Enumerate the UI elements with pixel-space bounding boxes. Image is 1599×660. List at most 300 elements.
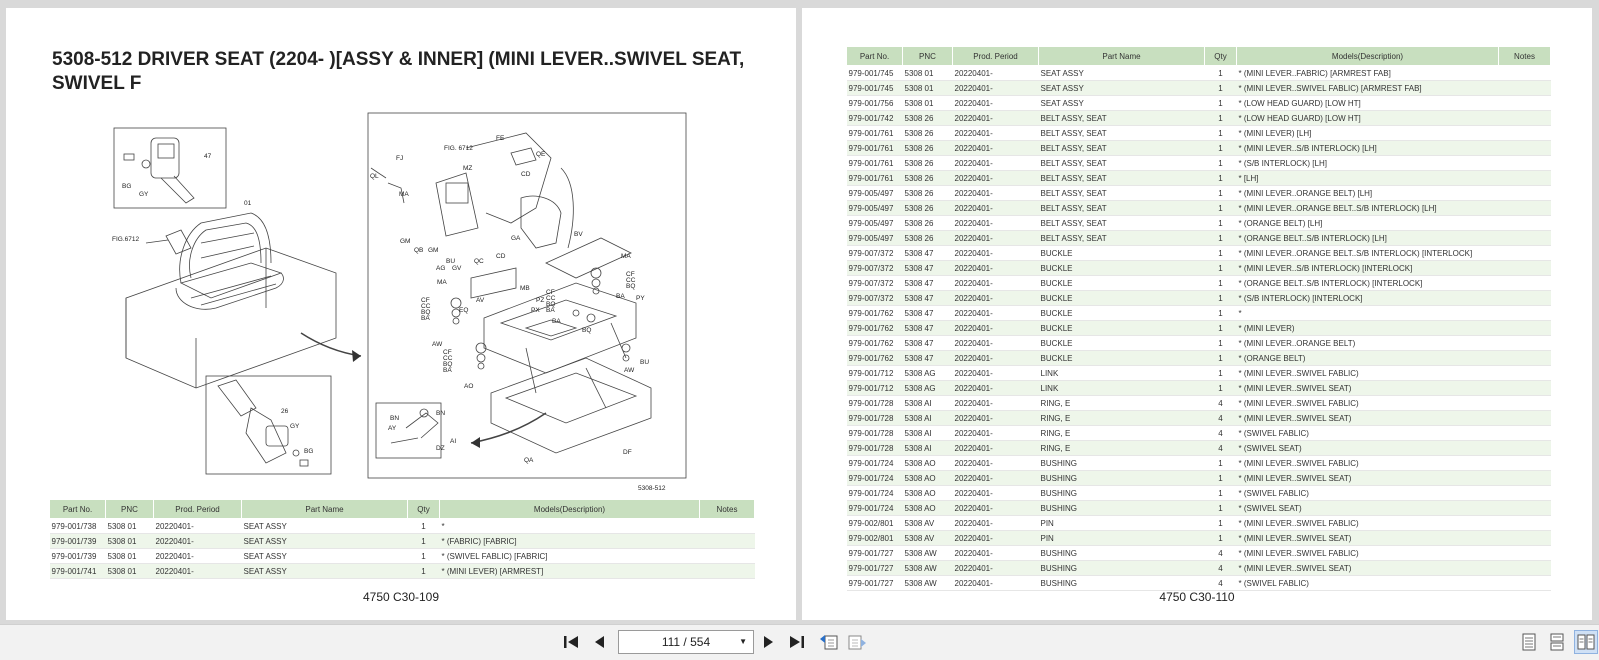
cell-prod-period: 20220401- — [953, 531, 1039, 546]
table-row — [847, 66, 1551, 81]
label-bu2: BU — [640, 359, 650, 366]
label-gv: GV — [452, 265, 462, 272]
cell-prod-period: 20220401- — [953, 576, 1039, 591]
label-47: 47 — [204, 153, 212, 160]
facing-pages-icon — [1577, 634, 1595, 650]
cell-qty: 1 — [1205, 321, 1237, 336]
cell-qty: 1 — [1205, 156, 1237, 171]
cell-qty: 1 — [1205, 501, 1237, 516]
label-ma: MA — [399, 191, 409, 198]
cell-part-no: 979-001/762 — [847, 321, 903, 336]
cell-part-name: BUCKLE — [1039, 276, 1205, 291]
cell-part-no: 979-001/761 — [847, 126, 903, 141]
cell-notes — [1499, 291, 1551, 306]
cell-pnc: 5308 AW — [903, 546, 953, 561]
cell-qty: 1 — [1205, 186, 1237, 201]
cell-part-no: 979-002/801 — [847, 531, 903, 546]
cell-models: * (ORANGE BELT) — [1237, 351, 1499, 366]
cell-notes — [1499, 186, 1551, 201]
last-page-button[interactable] — [788, 632, 806, 652]
cell-part-no: 979-001/724 — [847, 471, 903, 486]
cell-pnc: 5308 AG — [903, 381, 953, 396]
label-ba5: BA — [546, 307, 555, 314]
cell-notes — [1499, 201, 1551, 216]
table-row — [847, 321, 1551, 336]
cell-models: * [LH] — [1237, 171, 1499, 186]
label-ma2: MA — [621, 253, 631, 260]
label-fe: FE — [496, 135, 505, 142]
cell-prod-period: 20220401- — [154, 519, 242, 534]
cell-part-no: 979-001/762 — [847, 306, 903, 321]
table-row — [847, 546, 1551, 561]
cell-qty: 1 — [1205, 126, 1237, 141]
cell-qty: 1 — [1205, 201, 1237, 216]
cell-notes — [1499, 156, 1551, 171]
cell-qty: 1 — [1205, 231, 1237, 246]
cell-pnc: 5308 AO — [903, 456, 953, 471]
label-ai: AI — [450, 438, 457, 445]
cell-pnc: 5308 47 — [903, 306, 953, 321]
cell-pnc: 5308 47 — [903, 336, 953, 351]
go-back-button[interactable] — [818, 632, 840, 652]
cell-pnc: 5308 AO — [903, 471, 953, 486]
cell-pnc: 5308 01 — [903, 96, 953, 111]
table-row — [847, 471, 1551, 486]
cell-models: * (MINI LEVER) [ARMREST] — [440, 564, 700, 579]
cell-part-no: 979-001/727 — [847, 561, 903, 576]
cell-qty: 1 — [1205, 306, 1237, 321]
cell-prod-period: 20220401- — [953, 561, 1039, 576]
cell-notes — [1499, 261, 1551, 276]
cell-notes — [1499, 306, 1551, 321]
cell-qty: 1 — [408, 534, 440, 549]
label-cc3: CC — [443, 355, 453, 362]
cell-prod-period: 20220401- — [154, 564, 242, 579]
cell-notes — [1499, 366, 1551, 381]
label-cf: CF — [626, 271, 635, 278]
cell-models: * (S/B INTERLOCK) [LH] — [1237, 156, 1499, 171]
cell-notes — [1499, 456, 1551, 471]
cell-qty: 4 — [1205, 426, 1237, 441]
table-row — [847, 156, 1551, 171]
cell-part-no: 979-001/712 — [847, 381, 903, 396]
cell-models: * — [1237, 306, 1499, 321]
cell-notes — [1499, 486, 1551, 501]
cell-notes — [1499, 126, 1551, 141]
cell-part-no: 979-005/497 — [847, 216, 903, 231]
label-fj: FJ — [396, 155, 404, 162]
cell-models: * (SWIVEL SEAT) — [1237, 501, 1499, 516]
label-cf2: CF — [421, 297, 430, 304]
cell-pnc: 5308 AV — [903, 516, 953, 531]
label-gm2: GM — [428, 247, 439, 254]
cell-qty: 4 — [1205, 561, 1237, 576]
table-row — [847, 126, 1551, 141]
cell-pnc: 5308 47 — [903, 261, 953, 276]
single-page-icon — [1522, 633, 1536, 651]
go-forward-icon — [847, 633, 867, 651]
cell-models: * (MINI LEVER..SWIVEL SEAT) — [1237, 411, 1499, 426]
cell-notes — [1499, 426, 1551, 441]
cell-part-no: 979-001/761 — [847, 171, 903, 186]
label-ay: AY — [388, 425, 397, 432]
label-av: AV — [476, 297, 485, 304]
right-page — [802, 8, 1592, 620]
first-page-button[interactable] — [562, 632, 580, 652]
col-notes: Notes — [700, 500, 755, 519]
cell-pnc: 5308 AG — [903, 366, 953, 381]
cell-models: * (MINI LEVER..SWIVEL FABLIC) — [1237, 366, 1499, 381]
cell-qty: 1 — [1205, 381, 1237, 396]
cell-pnc: 5308 26 — [903, 201, 953, 216]
cell-prod-period: 20220401- — [154, 549, 242, 564]
cell-models: * (MINI LEVER..SWIVEL SEAT) — [1237, 381, 1499, 396]
table-row — [847, 486, 1551, 501]
label-ql: QL — [370, 173, 379, 180]
cell-part-name: BUSHING — [1039, 561, 1205, 576]
label-cc4: CC — [546, 295, 556, 302]
cell-pnc: 5308 01 — [106, 564, 154, 579]
cell-part-no: 979-001/738 — [50, 519, 106, 534]
cell-models: * (SWIVEL SEAT) — [1237, 441, 1499, 456]
cell-models: * (MINI LEVER..FABRIC) [ARMREST FAB] — [1237, 66, 1499, 81]
label-cf4: CF — [546, 289, 555, 296]
label-26: 26 — [281, 408, 289, 415]
cell-part-no: 979-005/497 — [847, 231, 903, 246]
cell-prod-period: 20220401- — [953, 66, 1039, 81]
facing-pages-view-button[interactable] — [1574, 630, 1598, 654]
table-row — [847, 96, 1551, 111]
cell-models: * (ORANGE BELT..S/B INTERLOCK) [LH] — [1237, 231, 1499, 246]
cell-prod-period: 20220401- — [953, 201, 1039, 216]
cell-part-name: SEAT ASSY — [1039, 66, 1205, 81]
label-gm: GM — [400, 238, 411, 245]
cell-part-no: 979-001/724 — [847, 486, 903, 501]
cell-prod-period: 20220401- — [953, 81, 1039, 96]
cell-part-name: BELT ASSY, SEAT — [1039, 171, 1205, 186]
page-number-select[interactable] — [618, 630, 754, 654]
table-row — [847, 201, 1551, 216]
cell-models: * (MINI LEVER..SWIVEL SEAT) — [1237, 471, 1499, 486]
cell-prod-period: 20220401- — [953, 306, 1039, 321]
table-row — [50, 549, 755, 564]
table-row — [50, 519, 755, 534]
cell-qty: 1 — [1205, 456, 1237, 471]
cell-notes — [700, 549, 755, 564]
cell-prod-period: 20220401- — [953, 126, 1039, 141]
table-row — [847, 366, 1551, 381]
table-row — [847, 261, 1551, 276]
cell-notes — [1499, 471, 1551, 486]
table-row — [847, 531, 1551, 546]
cell-pnc: 5308 26 — [903, 216, 953, 231]
cell-part-name: LINK — [1039, 381, 1205, 396]
label-ag: AG — [436, 265, 446, 272]
cell-notes — [700, 519, 755, 534]
cell-prod-period: 20220401- — [953, 111, 1039, 126]
cell-pnc: 5308 01 — [106, 519, 154, 534]
col-qty: Qty — [1205, 47, 1237, 66]
cell-part-no: 979-007/372 — [847, 246, 903, 261]
cell-notes — [1499, 576, 1551, 591]
col-part-name: Part Name — [242, 500, 408, 519]
cell-models: * (SWIVEL FABLIC) [FABRIC] — [440, 549, 700, 564]
cell-qty: 1 — [1205, 96, 1237, 111]
cell-part-name: BELT ASSY, SEAT — [1039, 216, 1205, 231]
cell-pnc: 5308 AI — [903, 426, 953, 441]
cell-models: * (SWIVEL FABLIC) — [1237, 486, 1499, 501]
cell-prod-period: 20220401- — [953, 441, 1039, 456]
label-bn: BN — [390, 415, 400, 422]
cell-part-name: BUCKLE — [1039, 306, 1205, 321]
col-pnc: PNC — [106, 500, 154, 519]
cell-part-no: 979-001/761 — [847, 156, 903, 171]
cell-pnc: 5308 01 — [106, 534, 154, 549]
label-bq3: BQ — [582, 327, 592, 334]
cell-notes — [1499, 276, 1551, 291]
cell-models: * — [440, 519, 700, 534]
cell-part-name: BELT ASSY, SEAT — [1039, 231, 1205, 246]
label-ba3: BA — [552, 318, 561, 325]
cell-pnc: 5308 26 — [903, 111, 953, 126]
cell-prod-period: 20220401- — [953, 216, 1039, 231]
table-row — [847, 561, 1551, 576]
label-qa: QA — [524, 457, 534, 464]
cell-part-name: SEAT ASSY — [1039, 96, 1205, 111]
label-cc: CC — [626, 277, 636, 284]
cell-prod-period: 20220401- — [953, 456, 1039, 471]
cell-notes — [700, 564, 755, 579]
table-row — [847, 501, 1551, 516]
cell-prod-period: 20220401- — [953, 501, 1039, 516]
cell-pnc: 5308 26 — [903, 231, 953, 246]
label-ba4: BA — [443, 367, 452, 374]
cell-notes — [1499, 96, 1551, 111]
cell-prod-period: 20220401- — [953, 351, 1039, 366]
table-row — [847, 141, 1551, 156]
table-row — [847, 426, 1551, 441]
cell-prod-period: 20220401- — [953, 396, 1039, 411]
cell-prod-period: 20220401- — [953, 546, 1039, 561]
label-qe: QE — [536, 151, 546, 158]
label-cc2: CC — [421, 303, 431, 310]
label-mz: MZ — [463, 165, 473, 172]
cell-pnc: 5308 26 — [903, 126, 953, 141]
continuous-view-button[interactable] — [1548, 632, 1566, 652]
cell-notes — [1499, 501, 1551, 516]
table-row — [847, 81, 1551, 96]
cell-pnc: 5308 AO — [903, 486, 953, 501]
cell-notes — [1499, 411, 1551, 426]
cell-notes — [1499, 141, 1551, 156]
cell-part-name: BELT ASSY, SEAT — [1039, 186, 1205, 201]
cell-part-no: 979-001/739 — [50, 549, 106, 564]
cell-qty: 1 — [1205, 336, 1237, 351]
go-back-icon — [819, 633, 839, 651]
cell-models: * (MINI LEVER..SWIVEL FABLIC) — [1237, 456, 1499, 471]
cell-pnc: 5308 26 — [903, 156, 953, 171]
chevron-down-icon: ▼ — [739, 637, 747, 646]
cell-qty: 1 — [1205, 216, 1237, 231]
cell-part-name: BUSHING — [1039, 576, 1205, 591]
single-page-view-button[interactable] — [1520, 632, 1538, 652]
cell-prod-period: 20220401- — [953, 516, 1039, 531]
cell-notes — [1499, 351, 1551, 366]
cell-part-name: BELT ASSY, SEAT — [1039, 126, 1205, 141]
cell-pnc: 5308 26 — [903, 171, 953, 186]
cell-pnc: 5308 01 — [106, 549, 154, 564]
table-row — [847, 336, 1551, 351]
cell-models: * (MINI LEVER..S/B INTERLOCK) [INTERLOCK] — [1237, 261, 1499, 276]
cell-part-name: RING, E — [1039, 426, 1205, 441]
cell-models: * (MINI LEVER..SWIVEL SEAT) — [1237, 561, 1499, 576]
cell-notes — [700, 534, 755, 549]
label-fig6712: FIG. 6712 — [444, 145, 473, 152]
cell-prod-period: 20220401- — [953, 366, 1039, 381]
cell-part-name: PIN — [1039, 516, 1205, 531]
cell-notes — [1499, 396, 1551, 411]
cell-models: * (MINI LEVER) [LH] — [1237, 126, 1499, 141]
cell-models: * (MINI LEVER..SWIVEL SEAT) — [1237, 531, 1499, 546]
cell-models: * (FABRIC) [FABRIC] — [440, 534, 700, 549]
cell-models: * (ORANGE BELT..S/B INTERLOCK) [INTERLOCK] — [1237, 276, 1499, 291]
cell-part-no: 979-001/728 — [847, 411, 903, 426]
cell-pnc: 5308 47 — [903, 246, 953, 261]
cell-part-no: 979-001/762 — [847, 336, 903, 351]
cell-pnc: 5308 AI — [903, 411, 953, 426]
cell-prod-period: 20220401- — [953, 246, 1039, 261]
cell-models: * (MINI LEVER..SWIVEL FABLIC) — [1237, 396, 1499, 411]
cell-qty: 1 — [1205, 486, 1237, 501]
cell-models: * (MINI LEVER..ORANGE BELT) [LH] — [1237, 186, 1499, 201]
cell-models: * (MINI LEVER..SWIVEL FABLIC) — [1237, 546, 1499, 561]
table-row — [847, 381, 1551, 396]
table-header-row — [847, 47, 1551, 66]
cell-notes — [1499, 171, 1551, 186]
cell-notes — [1499, 321, 1551, 336]
cell-pnc: 5308 AW — [903, 561, 953, 576]
label-fig6712-left: FIG.6712 — [112, 236, 140, 243]
cell-qty: 1 — [1205, 366, 1237, 381]
cell-notes — [1499, 336, 1551, 351]
cell-models: * (S/B INTERLOCK) [INTERLOCK] — [1237, 291, 1499, 306]
cell-models: * (MINI LEVER..SWIVEL FABLIC) [ARMREST FAB] — [1237, 81, 1499, 96]
col-models: Models(Description) — [1237, 47, 1499, 66]
drawing-code: 5308-512 — [638, 485, 666, 492]
cell-prod-period: 20220401- — [953, 411, 1039, 426]
label-pz: PZ — [536, 297, 545, 304]
label-mb: MB — [520, 285, 530, 292]
go-forward-button[interactable] — [846, 632, 868, 652]
col-prod-period: Prod. Period — [154, 500, 242, 519]
cell-pnc: 5308 47 — [903, 291, 953, 306]
table-row — [847, 111, 1551, 126]
cell-models: * (MINI LEVER..ORANGE BELT..S/B INTERLOCK) [INTERLOCK] — [1237, 246, 1499, 261]
label-bu: BU — [446, 258, 456, 265]
cell-part-name: RING, E — [1039, 396, 1205, 411]
label-eq: EQ — [459, 307, 469, 314]
cell-pnc: 5308 01 — [903, 66, 953, 81]
cell-qty: 1 — [1205, 81, 1237, 96]
col-models: Models(Description) — [440, 500, 700, 519]
cell-part-no: 979-001/712 — [847, 366, 903, 381]
cell-qty: 4 — [1205, 396, 1237, 411]
label-ba2: BA — [421, 315, 430, 322]
cell-notes — [1499, 381, 1551, 396]
table-row — [847, 246, 1551, 261]
parts-table — [49, 499, 755, 579]
cell-part-no: 979-007/372 — [847, 291, 903, 306]
cell-qty: 1 — [1205, 351, 1237, 366]
label-aw2: AW — [624, 367, 635, 374]
cell-prod-period: 20220401- — [953, 156, 1039, 171]
cell-notes — [1499, 231, 1551, 246]
cell-qty: 1 — [1205, 141, 1237, 156]
label-bq4: BQ — [443, 361, 453, 368]
cell-part-no: 979-005/497 — [847, 186, 903, 201]
label-bg: BG — [122, 183, 132, 190]
cell-notes — [1499, 546, 1551, 561]
last-page-icon — [789, 635, 805, 649]
cell-prod-period: 20220401- — [953, 291, 1039, 306]
cell-part-name: BELT ASSY, SEAT — [1039, 156, 1205, 171]
cell-prod-period: 20220401- — [953, 231, 1039, 246]
table-row — [847, 291, 1551, 306]
cell-notes — [1499, 66, 1551, 81]
cell-part-name: LINK — [1039, 366, 1205, 381]
cell-prod-period: 20220401- — [953, 171, 1039, 186]
table-row — [847, 411, 1551, 426]
cell-pnc: 5308 26 — [903, 186, 953, 201]
cell-part-name: BUSHING — [1039, 471, 1205, 486]
cell-part-name: BUCKLE — [1039, 321, 1205, 336]
cell-prod-period: 20220401- — [953, 381, 1039, 396]
label-01: 01 — [244, 200, 252, 207]
next-page-icon — [763, 635, 775, 649]
cell-models: * (ORANGE BELT) [LH] — [1237, 216, 1499, 231]
table-row — [847, 456, 1551, 471]
cell-part-name: RING, E — [1039, 441, 1205, 456]
cell-qty: 1 — [1205, 66, 1237, 81]
col-part-name: Part Name — [1039, 47, 1205, 66]
next-page-button[interactable] — [762, 632, 776, 652]
cell-part-no: 979-001/741 — [50, 564, 106, 579]
cell-pnc: 5308 AV — [903, 531, 953, 546]
label-gy: GY — [139, 191, 149, 198]
page-indicator: 111 / 554 — [661, 635, 711, 649]
cell-qty: 4 — [1205, 411, 1237, 426]
prev-page-button[interactable] — [592, 632, 606, 652]
cell-part-no: 979-001/724 — [847, 501, 903, 516]
cell-prod-period: 20220401- — [953, 471, 1039, 486]
cell-part-name: RING, E — [1039, 411, 1205, 426]
label-bq: BQ — [626, 283, 636, 290]
cell-part-name: SEAT ASSY — [242, 549, 408, 564]
cell-prod-period: 20220401- — [953, 486, 1039, 501]
table-row — [847, 216, 1551, 231]
cell-part-no: 979-001/756 — [847, 96, 903, 111]
cell-prod-period: 20220401- — [953, 261, 1039, 276]
cell-qty: 1 — [1205, 261, 1237, 276]
table-row — [847, 351, 1551, 366]
cell-part-name: SEAT ASSY — [242, 564, 408, 579]
cell-part-no: 979-001/761 — [847, 141, 903, 156]
cell-part-name: BELT ASSY, SEAT — [1039, 111, 1205, 126]
cell-qty: 1 — [1205, 531, 1237, 546]
cell-prod-period: 20220401- — [953, 336, 1039, 351]
col-notes: Notes — [1499, 47, 1551, 66]
cell-pnc: 5308 47 — [903, 276, 953, 291]
